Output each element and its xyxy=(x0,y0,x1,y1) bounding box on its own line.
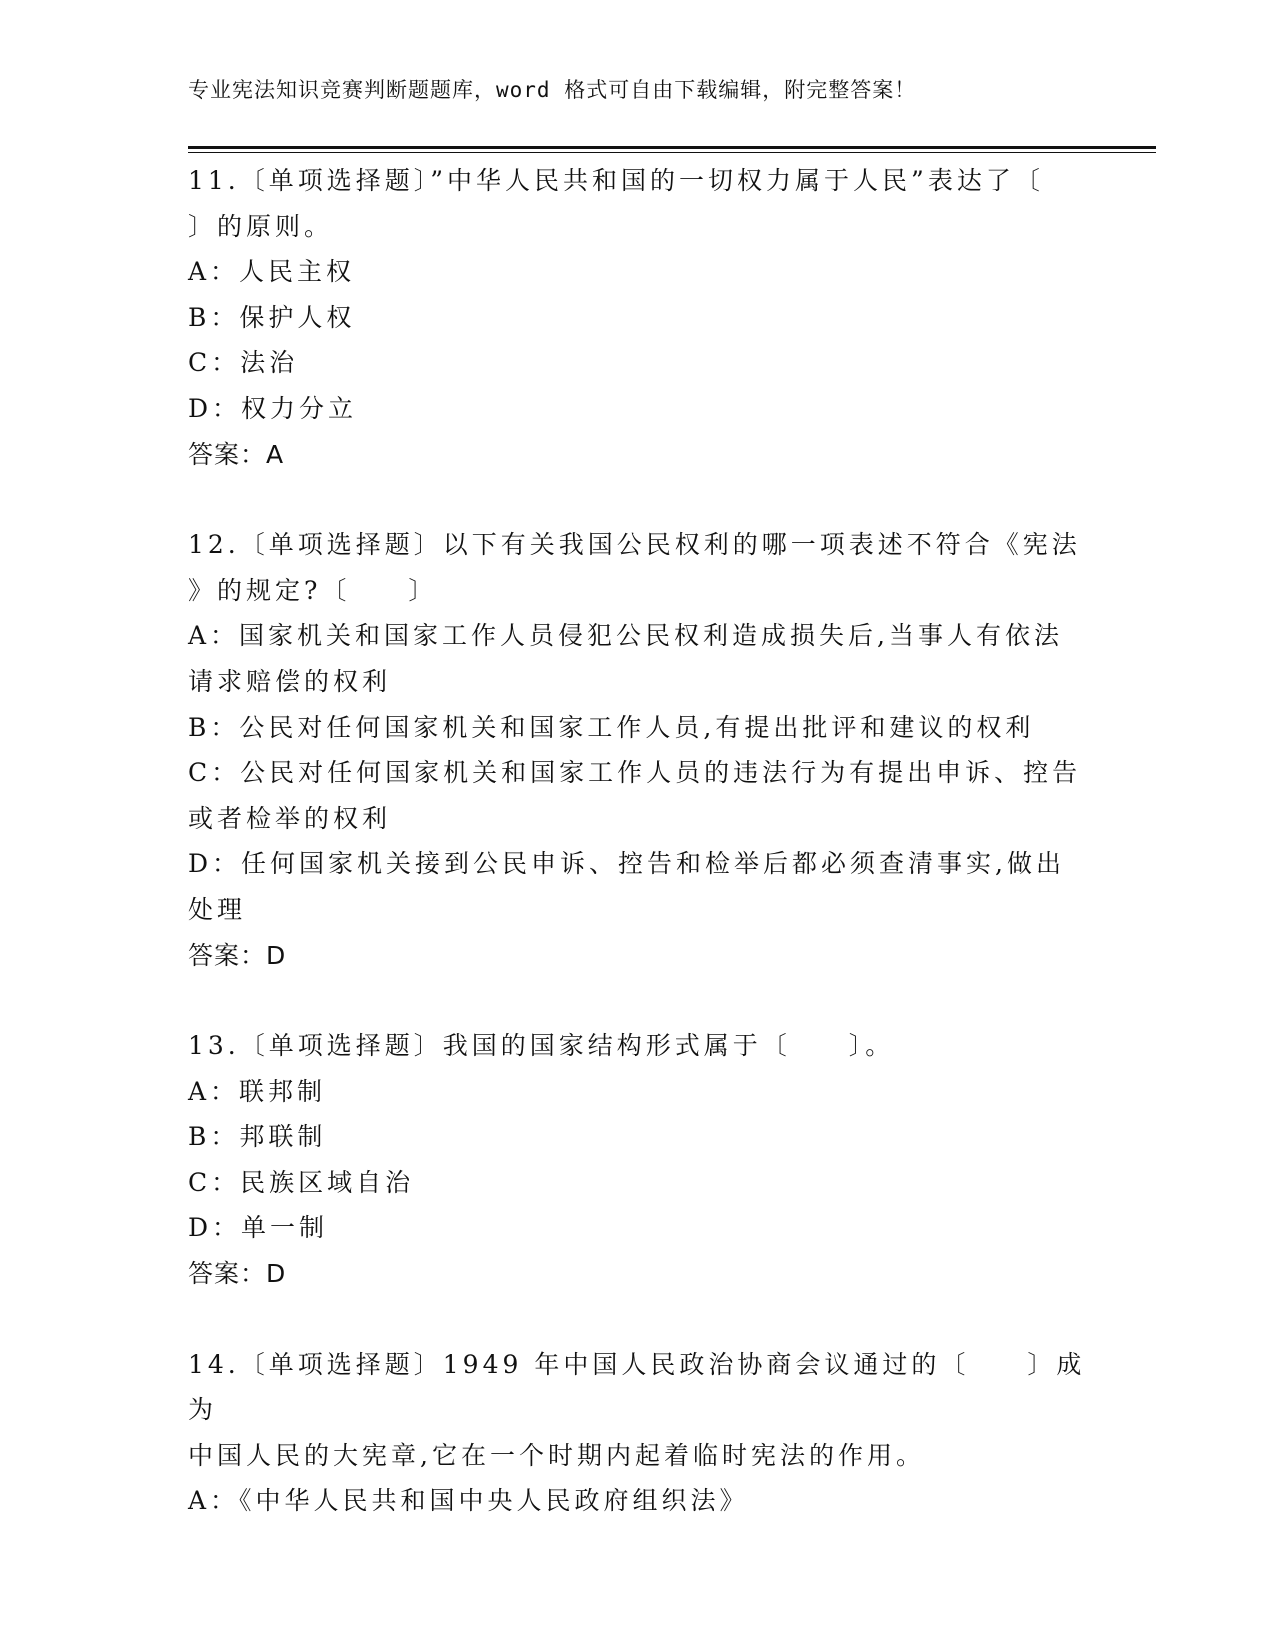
option-a-line: 请求赔偿的权利 xyxy=(188,666,392,696)
option-a: A：人民主权 xyxy=(188,257,356,287)
option-c: C：民族区域自治 xyxy=(188,1167,415,1197)
question-list xyxy=(188,158,1088,1524)
question-14 xyxy=(188,1342,1088,1524)
answer-line: 答案：A xyxy=(188,439,285,469)
question-stem-line: 13.〔单项选择题〕我国的国家结构形式属于〔 〕。 xyxy=(188,1031,895,1061)
option-d-line: D：任何国家机关接到公民申诉、控告和检举后都必须查清事实,做出 xyxy=(188,849,1065,879)
header-divider-thick xyxy=(188,146,1156,149)
option-a: A：联邦制 xyxy=(188,1076,327,1106)
option-a-line: A：国家机关和国家工作人员侵犯公民权利造成损失后,当事人有依法 xyxy=(188,621,1064,651)
question-13 xyxy=(188,1023,1088,1297)
option-b: B：邦联制 xyxy=(188,1122,327,1152)
option-d: D：单一制 xyxy=(188,1213,329,1243)
option-c: C：法治 xyxy=(188,348,299,378)
header-divider-thin xyxy=(188,152,1156,153)
question-stem-line: 11.〔单项选择题〕”中华人民共和国的一切权力属于人民”表达了〔 xyxy=(188,166,1044,195)
option-a: A：《中华人民共和国中央人民政府组织法》 xyxy=(188,1486,749,1516)
page-header: 专业宪法知识竞赛判断题题库，word 格式可自由下载编辑，附完整答案！ xyxy=(188,78,917,102)
answer-line: 答案：D xyxy=(188,1259,287,1289)
question-stem-line: 14.〔单项选择题〕1949 年中国人民政治协商会议通过的〔 〕成为 xyxy=(188,1349,1086,1425)
question-stem-line: 12.〔单项选择题〕以下有关我国公民权利的哪一项表述不符合《宪法 xyxy=(188,530,1081,560)
question-11 xyxy=(188,158,1088,477)
option-c-line: C：公民对任何国家机关和国家工作人员的违法行为有提出申诉、控告 xyxy=(188,758,1082,788)
option-d-line: 处理 xyxy=(188,894,247,924)
option-b: B：保护人权 xyxy=(188,302,356,332)
option-c-line: 或者检举的权利 xyxy=(188,803,392,833)
question-12 xyxy=(188,522,1088,978)
question-stem-line: 》的规定?〔 〕 xyxy=(188,575,438,605)
question-stem-line: 中国人民的大宪章,它在一个时期内起着临时宪法的作用。 xyxy=(188,1440,925,1470)
answer-line: 答案：D xyxy=(188,940,287,970)
option-b-line: B：公民对任何国家机关和国家工作人员,有提出批评和建议的权利 xyxy=(188,712,1035,742)
option-d: D：权力分立 xyxy=(188,393,358,423)
question-stem-line: 〕的原则。 xyxy=(188,211,334,241)
